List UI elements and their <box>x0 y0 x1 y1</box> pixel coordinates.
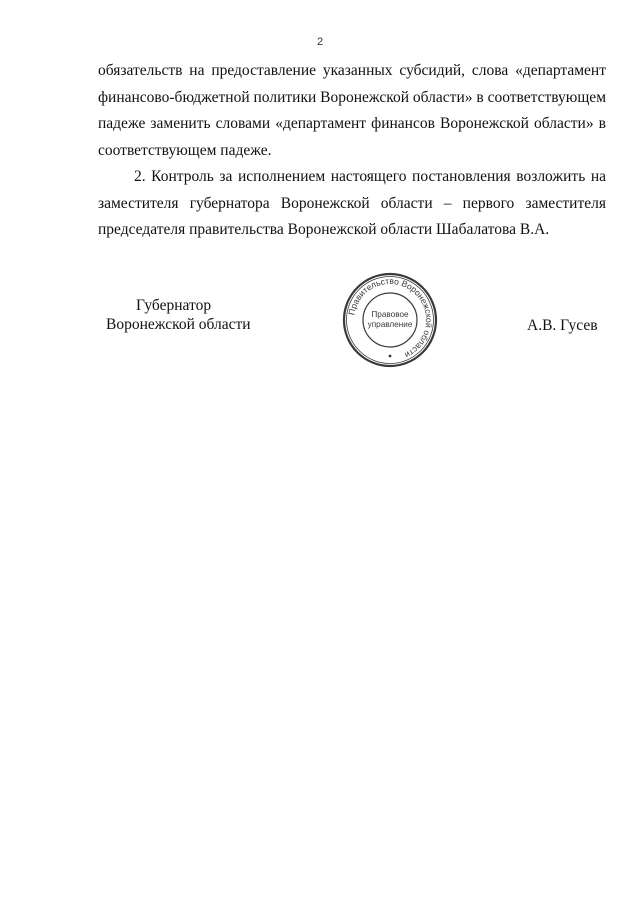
stamp-dot-icon <box>389 355 392 358</box>
document-body <box>98 58 606 244</box>
paragraph-continuation: обязательств на предоставление указанных субсидий, слова «департамент финансово-бюджетной политики Воронежской области» в соответствующем падеже заменить словами «департамент финансов Воронежской области» в соответствующем падеже. <box>98 62 606 159</box>
signature-position <box>106 296 266 334</box>
stamp-outer-text: Правительство Воронежской области <box>346 275 435 361</box>
paragraph-control-clause: 2. Контроль за исполнением настоящего постановления возложить на заместителя губернатора Воронежской области – первого заместителя председателя правительства Воронежской области Шабалатова В.А. <box>98 168 606 238</box>
signatory-name: А.В. Гусев <box>527 317 598 334</box>
stamp-seal-graphic <box>340 270 440 370</box>
official-stamp <box>340 270 440 370</box>
page-number: 2 <box>316 36 324 48</box>
signature-position-region: Воронежской области <box>106 316 251 333</box>
stamp-inner-line1: Правовое <box>371 310 409 319</box>
stamp-inner-line2: управление <box>367 320 413 329</box>
signature-position-title: Губернатор <box>136 297 212 314</box>
